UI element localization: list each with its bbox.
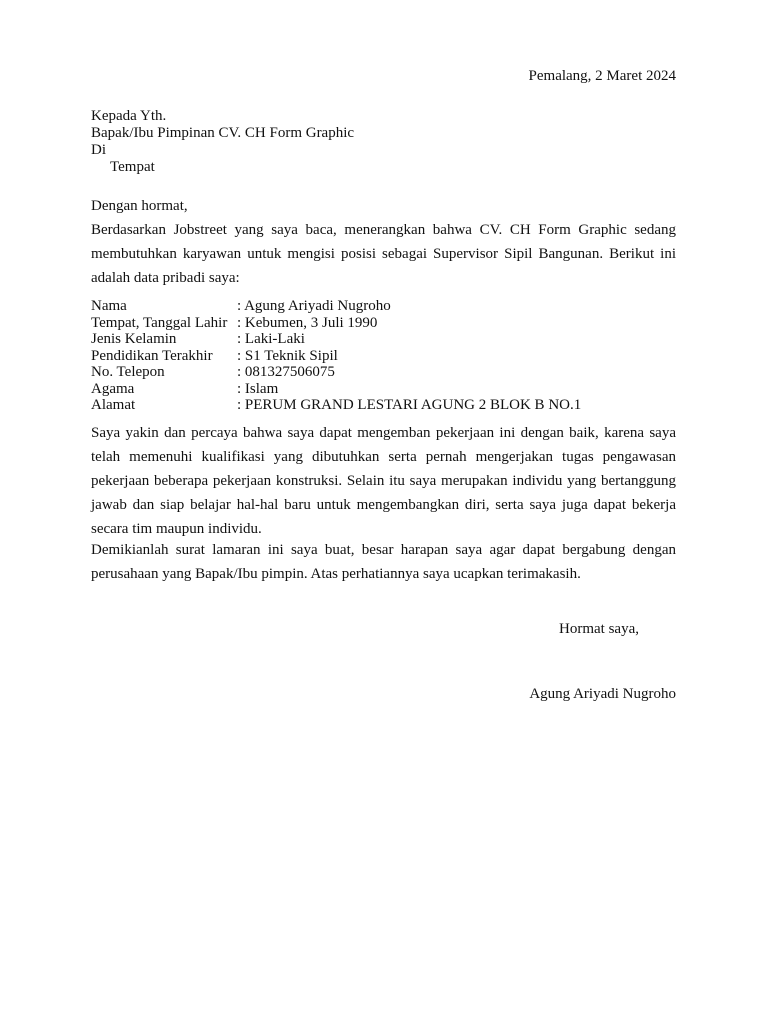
data-value: : Agung Ariyadi Nugroho <box>237 298 391 314</box>
data-value: : S1 Teknik Sipil <box>237 347 338 364</box>
closing-salutation: Hormat saya, <box>559 621 639 637</box>
data-value: : 081327506075 <box>237 364 335 380</box>
data-row-address <box>91 397 581 414</box>
place-date: Pemalang, 2 Maret 2024 <box>528 68 676 84</box>
data-row-education <box>91 348 581 365</box>
recipient-block <box>91 108 354 176</box>
data-value: : Kebumen, 3 Juli 1990 <box>237 314 378 331</box>
recipient-line-1: Kepada Yth. <box>91 108 167 124</box>
greeting: Dengan hormat, <box>91 198 188 214</box>
recipient-line-2: Bapak/Ibu Pimpinan CV. CH Form Graphic <box>91 125 355 141</box>
body-paragraph-2: Demikianlah surat lamaran ini saya buat, besar harapan saya agar dapat bergabung dengan perusahaan yang Bapak/Ibu pimpin. Atas perhatiannya saya ucapkan terimakasih. <box>91 542 676 582</box>
recipient-line-4: Tempat <box>110 159 155 175</box>
data-value: : Islam <box>237 380 279 397</box>
data-label: Tempat, Tanggal Lahir <box>91 314 228 331</box>
data-label: Pendidikan Terakhir <box>91 347 213 364</box>
data-label: Nama <box>91 298 127 314</box>
body-paragraph-1: Saya yakin dan percaya bahwa saya dapat mengemban pekerjaan ini dengan baik, karena saya telah memenuhi kualifikasi yang dibutuhkan serta pernah mengerjakan tugas pengawasan pekerjaan beberapa pekerjaan konstruksi. Selain itu saya merupakan individu yang bertanggung jawab dan siap belajar hal-hal baru untuk mengembangkan diri, serta saya juga dapat bekerja secara tim maupun individu. <box>91 425 676 537</box>
personal-data-table <box>91 298 581 414</box>
data-row-birth <box>91 315 581 332</box>
intro-paragraph: Berdasarkan Jobstreet yang saya baca, menerangkan bahwa CV. CH Form Graphic sedang membutuhkan karyawan untuk mengisi posisi sebagai Supervisor Sipil Bangunan. Berikut ini adalah data pribadi saya: <box>91 222 676 286</box>
data-value: : Laki-Laki <box>237 331 305 347</box>
data-row-gender <box>91 331 581 348</box>
data-label: Jenis Kelamin <box>91 331 177 347</box>
signer-name: Agung Ariyadi Nugroho <box>529 686 676 702</box>
data-row-religion <box>91 381 581 398</box>
recipient-line-3: Di <box>91 142 106 158</box>
data-value: : PERUM GRAND LESTARI AGUNG 2 BLOK B NO.1 <box>237 397 582 413</box>
data-label: Agama <box>91 380 135 397</box>
data-row-name <box>91 298 581 315</box>
data-row-phone <box>91 364 581 381</box>
data-label: Alamat <box>91 397 136 413</box>
data-label: No. Telepon <box>91 364 165 380</box>
